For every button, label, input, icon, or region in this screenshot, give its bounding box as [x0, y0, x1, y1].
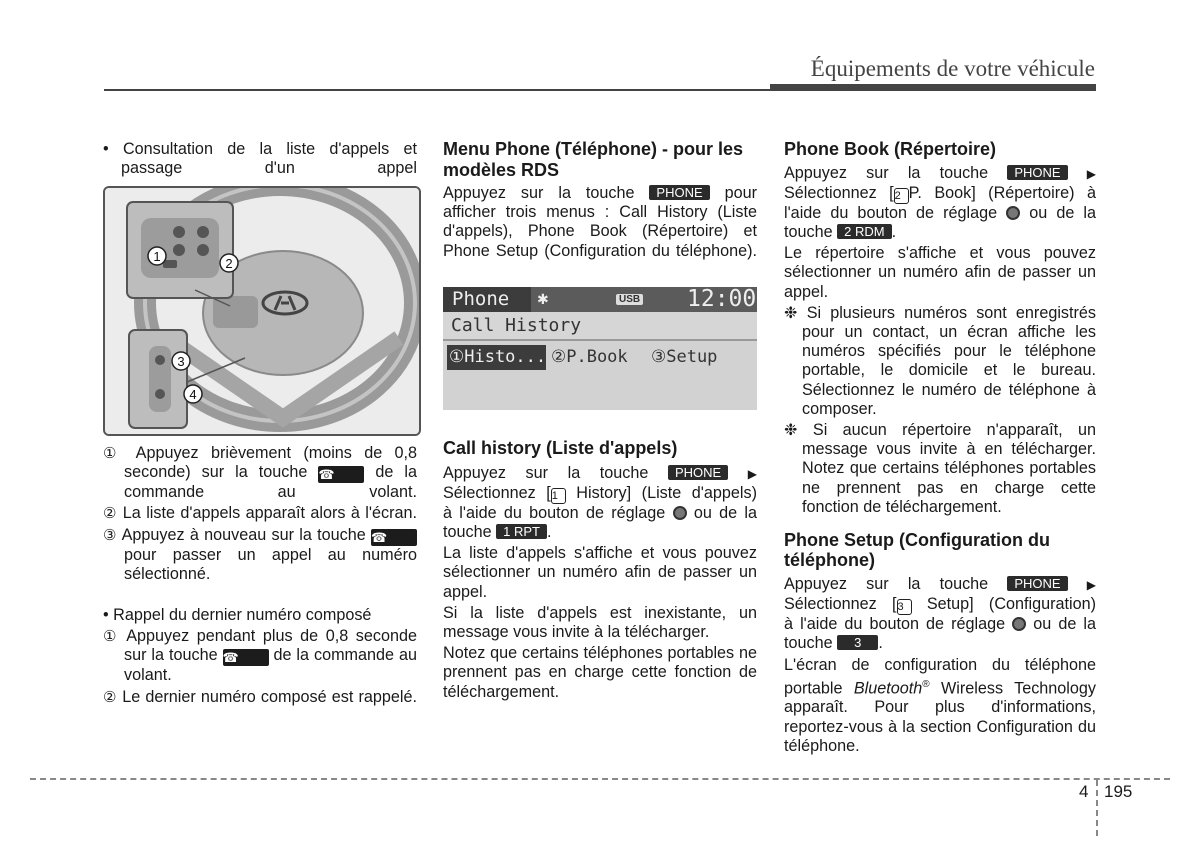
- menu-phone-heading: Menu Phone (Téléphone) - pour les modèles RDS: [443, 139, 744, 180]
- setup-l4-text: touche: [784, 634, 833, 653]
- tab-history-label: ①Histo...: [449, 347, 547, 367]
- step-2: [103, 504, 417, 523]
- call-l1: [443, 464, 757, 484]
- step-number: ③: [103, 526, 118, 544]
- callout-1: 1: [153, 249, 161, 264]
- step-number: ②: [103, 505, 118, 523]
- page-number: 195: [1104, 782, 1133, 801]
- setup-l2: [784, 595, 1096, 615]
- phone-screen-status-bar: [443, 287, 757, 312]
- call-l3-text: à l'aide du bouton de réglage: [443, 503, 666, 522]
- step-text: Le dernier numéro composé est rappelé.: [122, 687, 417, 706]
- phone-screen: [443, 287, 757, 410]
- book-l4: touche 2 RDM .: [784, 222, 897, 241]
- call-p4: Notez que certains téléphones portables ne prennent pas en charge cette fonction de téléchargement.: [443, 644, 757, 701]
- header-rule-thick: [770, 84, 1096, 91]
- tune-knob-icon: [673, 506, 687, 520]
- intro-bullet: • Consultation de la liste d'appels et passage d'un appel: [103, 140, 417, 178]
- redial-step-2: [103, 688, 417, 707]
- usb-indicator: USB: [616, 294, 643, 305]
- menu-pre: Appuyez sur la touche: [443, 184, 635, 202]
- tune-knob-icon: [1006, 206, 1020, 220]
- footer-divider: [1096, 780, 1098, 836]
- book-l1: [784, 164, 1096, 184]
- rpt-button-badge: 1 RPT: [496, 524, 547, 539]
- chapter-number: 4: [1079, 782, 1089, 801]
- step-number: ①: [103, 628, 120, 646]
- phone-call-icon: ☎: [223, 649, 269, 666]
- intro-text: Consultation de la liste d'appels et passage d'un appel: [121, 140, 417, 178]
- key-3-badge: 3: [837, 635, 878, 650]
- phone-screen-current-menu: [443, 312, 757, 341]
- call-history-heading: Call history (Liste d'appels): [443, 438, 678, 458]
- arrow-right-icon: ▶: [747, 466, 758, 481]
- note-2: [784, 421, 1096, 517]
- setup-l2-text: Sélectionnez [: [784, 595, 897, 614]
- steering-wheel-illustration: [105, 188, 419, 434]
- tune-knob-icon: [1012, 617, 1026, 631]
- key-1-icon: 1: [551, 488, 566, 504]
- book-l3-end: ou de la: [1029, 203, 1096, 222]
- note-1-text: Si plusieurs numéros sont enregistrés pour un contact, un écran affiche les numéros spécifiés pour le téléphone portable, le domicile et le bureau. Sélectionnez le numéro de téléphone à composer.: [802, 303, 1096, 418]
- book-l1-text: Appuyez sur la touche: [784, 163, 989, 182]
- call-history-section: [443, 438, 757, 702]
- setup-l1-text: Appuyez sur la touche: [784, 574, 989, 593]
- phone-button-badge: PHONE: [1007, 165, 1067, 180]
- book-l2-end: P. Book] (Répertoire) à: [908, 183, 1096, 202]
- header-rule: [104, 89, 770, 91]
- phone-button-badge: PHONE: [668, 465, 728, 480]
- setup-l2-end: Setup] (Configuration): [926, 595, 1096, 614]
- step-number: ①: [103, 445, 125, 462]
- menu-phone-text: [443, 184, 757, 261]
- step-text-end: pour passer un appel au numéro sélectionné.: [124, 545, 417, 583]
- book-l3: [784, 204, 1096, 223]
- footer-rule: [30, 778, 1170, 780]
- book-l4-text: touche: [784, 222, 833, 241]
- redial-bullet: • Rappel du dernier numéro composé: [103, 606, 372, 625]
- step-text-end: de la commande au volant.: [124, 646, 418, 685]
- setup-p2-end: Wireless Technology apparaît. Pour plus d'informations, reportez-vous à la section Configuration du téléphone.: [784, 679, 1097, 755]
- step-1: [103, 444, 417, 502]
- step-3: [103, 526, 417, 584]
- note-icon: ❉: [784, 420, 798, 439]
- step-text: La liste d'appels apparaît alors à l'écran.: [122, 504, 417, 523]
- phone-call-icon: ☎: [318, 466, 364, 483]
- step-text: Appuyez à nouveau sur la touche: [121, 525, 366, 544]
- call-l2-text: Sélectionnez [: [443, 483, 551, 502]
- step-text: Appuyez brièvement (moins de 0,8 seconde) sur la touche: [124, 444, 417, 482]
- steering-wheel-figure: [103, 186, 421, 436]
- call-l1-text: Appuyez sur la touche: [443, 463, 649, 482]
- book-l3-text: l'aide du bouton de réglage: [784, 203, 998, 222]
- setup-l4: touche 3 .: [784, 634, 883, 653]
- step-text-end: de la commande au volant.: [124, 463, 417, 502]
- tab-history[interactable]: [447, 345, 546, 370]
- callout-3: 3: [177, 354, 185, 369]
- call-l4-text: touche: [443, 522, 492, 541]
- call-l4: touche 1 RPT .: [443, 522, 552, 541]
- page-header-title: Équipements de votre véhicule: [810, 56, 1095, 81]
- screen-title: Phone: [452, 288, 510, 310]
- book-l2: [784, 184, 1096, 204]
- book-p2: Le répertoire s'affiche et vous pouvez sélectionner un numéro afin de passer un appel.: [784, 244, 1096, 301]
- call-steps: [103, 444, 417, 707]
- key-3-icon: 3: [897, 599, 912, 615]
- note-2-text: Si aucun répertoire n'apparaît, un message vous invite à en télécharger. Notez que certains téléphones portables ne prennent pas en charge cette fonction de téléchargement.: [802, 420, 1097, 516]
- redial-step-1: [103, 627, 417, 685]
- note-icon: ❉: [784, 303, 798, 322]
- phone-button-badge: PHONE: [649, 185, 709, 200]
- redial-title: Rappel du dernier numéro composé: [113, 606, 372, 625]
- arrow-right-icon: ▶: [1086, 577, 1096, 592]
- call-l2: [443, 484, 757, 504]
- rdm-button-badge: 2 RDM: [837, 224, 891, 239]
- phone-button-badge: PHONE: [1007, 576, 1067, 591]
- callout-2: 2: [225, 256, 233, 271]
- setup-p2-text: L'écran de configuration du téléphone portable: [784, 655, 1096, 698]
- setup-l3: [784, 615, 1096, 634]
- call-p2: La liste d'appels s'affiche et vous pouvez sélectionner un numéro afin de passer un appel.: [443, 544, 757, 601]
- note-1: [784, 304, 1096, 419]
- bluetooth-word: Bluetooth: [853, 679, 923, 698]
- phone-call-icon: ☎: [371, 529, 417, 546]
- phone-book-heading: Phone Book (Répertoire): [784, 139, 997, 159]
- call-l3-end: ou de la: [693, 503, 758, 522]
- arrow-right-icon: ▶: [1086, 166, 1096, 181]
- tab-phonebook[interactable]: ②P.Book: [551, 347, 628, 367]
- setup-l3-text: à l'aide du bouton de réglage: [784, 615, 1006, 634]
- right-column: [784, 139, 1096, 756]
- callout-4: 4: [189, 387, 197, 402]
- clock: 12:00: [687, 287, 757, 312]
- phone-setup-heading: Phone Setup (Configuration du téléphone): [784, 529, 1050, 571]
- call-p3: Si la liste d'appels est inexistante, un message vous invite à la télécharger.: [443, 603, 757, 641]
- call-l3: [443, 504, 757, 523]
- menu-post: pour afficher trois menus : Call History (Liste d'appels), Phone Book (Répertoire) et Phone Setup (Configuration du téléphone).: [443, 184, 757, 260]
- step-number: ②: [103, 688, 118, 706]
- call-l2-end: History] (Liste d'appels): [576, 483, 757, 502]
- book-l2-text: Sélectionnez [: [784, 183, 894, 202]
- step-text: Appuyez pendant plus de 0,8 seconde sur la touche: [124, 627, 417, 665]
- key-2-icon: 2: [894, 188, 909, 204]
- tab-setup[interactable]: ③Setup: [651, 347, 718, 367]
- setup-l1: [784, 575, 1096, 595]
- left-column: [103, 140, 417, 178]
- bluetooth-icon: ✱: [537, 291, 549, 307]
- setup-l3-end: ou de la: [1033, 615, 1096, 634]
- current-menu-label: Call History: [451, 315, 582, 336]
- middle-column: [443, 139, 757, 261]
- registered-mark: ®: [922, 678, 930, 690]
- setup-p2: [784, 656, 1096, 756]
